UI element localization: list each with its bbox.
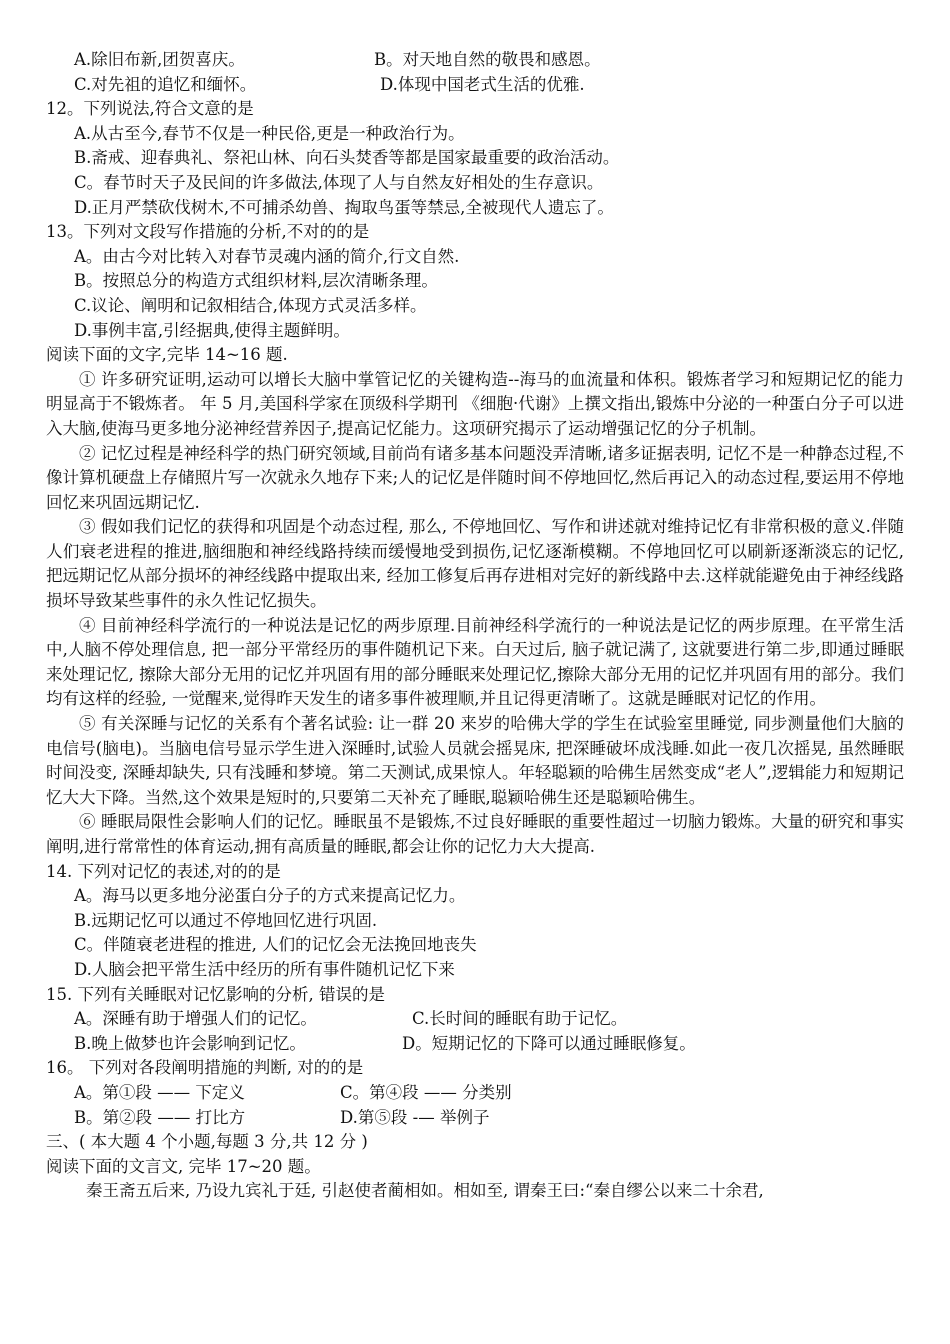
q16-options-row-2 xyxy=(46,1106,904,1131)
q14-option-b: B.远期记忆可以通过不停地回忆进行巩固. xyxy=(74,910,378,930)
q11-options-row-1 xyxy=(46,48,904,73)
q16-option-a: A。第①段 —— 下定义 xyxy=(74,1082,245,1102)
q12-option-c: C。春节时天子及民间的许多做法,体现了人与自然友好相处的生存意识。 xyxy=(74,172,604,192)
q14-option-d: D.人脑会把平常生活中经历的所有事件随机记忆下来 xyxy=(74,959,455,979)
q14-option-c: C。伴随衰老进程的推进, 人们的记忆会无法挽回地丧失 xyxy=(74,935,477,955)
paragraph-4: ④ 目前神经科学流行的一种说法是记忆的两步原理.目前神经科学流行的一种说法是记忆的两步原理。在平常生活中,人脑不停处理信息, 把一部分平常经历的事件随机记下来。白天过后, 脑子就记满了, 这就要进行第二步,即通过睡眠来处理记忆, 擦除大部分无用的记忆并巩固有用的部分睡眠来处理记忆,擦除大部分无用的记忆并巩固有用的部分。我们均有这样的经验, 一觉醒来,觉得昨天发生的诸多事件被理顺,并且记得更清晰了。这就是睡眠对记忆的作用。 xyxy=(46,615,904,709)
q11-option-d: D.体现中国老式生活的优雅. xyxy=(380,74,585,94)
q12-option-d: D.正月严禁砍伐树木,不可捕杀幼兽、掏取鸟蛋等禁忌,全被现代人遗忘了。 xyxy=(74,197,614,217)
q15-options-row-1 xyxy=(46,1007,904,1032)
q15-option-a: A。深睡有助于增强人们的记忆。 xyxy=(74,1009,317,1029)
q16-options-row-1 xyxy=(46,1081,904,1106)
q15-stem: 15. 下列有关睡眠对记忆影响的分析, 错误的是 xyxy=(46,984,385,1004)
q16-option-b: B。第②段 —— 打比方 xyxy=(74,1107,246,1127)
q15-options-row-2 xyxy=(46,1032,904,1057)
q11-option-b: B。对天地自然的敬畏和感恩。 xyxy=(374,50,601,69)
q12-stem: 12。下列说法,符合文意的是 xyxy=(46,99,254,119)
q16-option-d: D.第⑤段 -— 举例子 xyxy=(340,1107,490,1127)
q15-option-c: C.长时间的睡眠有助于记忆。 xyxy=(412,1009,628,1029)
q14-option-a: A。海马以更多地分泌蛋白分子的方式来提高记忆力。 xyxy=(74,886,466,906)
q15-option-d: D。短期记忆的下降可以通过睡眠修复。 xyxy=(402,1033,696,1053)
section-3-heading: 三、( 本大题 4 个小题,每题 3 分,共 12 分 ) xyxy=(46,1132,368,1152)
q13-option-d: D.事例丰富,引经据典,使得主题鲜明。 xyxy=(74,320,350,340)
q13-stem: 13。下列对文段写作措施的分析,不对的的是 xyxy=(46,222,370,242)
q13-option-b: B。按照总分的构造方式组织材料,层次清晰条理。 xyxy=(74,271,438,291)
q16-stem: 16。 下列对各段阐明措施的判断, 对的的是 xyxy=(46,1058,364,1078)
q12-option-b: B.斋戒、迎春典礼、祭祀山林、向石头焚香等都是国家最重要的政治活动。 xyxy=(74,148,620,168)
paragraph-5: ⑤ 有关深睡与记忆的关系有个著名试验: 让一群 20 来岁的哈佛大学的学生在试验室里睡觉, 同步测量他们大脑的电信号(脑电)。当脑电信号显示学生进入深睡时,试验人员就会摇晃床, 把深睡破坏成浅睡.如此一夜几次摇晃, 虽然睡眠时间没变, 深睡却缺失, 只有浅睡和梦境。第二天测试,成果惊人。年轻聪颖的哈佛生居然变成“老人”,逻辑能力和短期记忆大大下降。当然,这个效果是短时的,只要第二天补充了睡眠,聪颖哈佛生还是聪颖哈佛生。 xyxy=(46,714,904,807)
paragraph-1: ① 许多研究证明,运动可以增长大脑中掌管记忆的关键构造--海马的血流量和体积。锻炼者学习和短期记忆的能力明显高于不锻炼者。 年 5 月,美国科学家在顶级科学期刊 《细胞·代谢》上撰文指出,锻炼中分泌的一种蛋白分子可以进入大脑,使海马更多地分泌神经营养因子,提高记忆能力。这项研究揭示了运动增强记忆的分子机制。 xyxy=(46,369,904,438)
paragraph-2: ② 记忆过程是神经科学的热门研究领域,目前尚有诸多基本问题没弄清晰,诸多证据表明, 记忆不是一种静态过程,不像计算机硬盘上存储照片写一次就永久地存下来;人的记忆是伴随时间不停地回忆,然后再记入的动态过程,要运用不停地回忆来巩固远期记忆. xyxy=(46,443,904,512)
q16-option-c: C。第④段 —— 分类别 xyxy=(340,1082,512,1102)
q14-stem: 14. 下列对记忆的表述,对的的是 xyxy=(46,861,281,881)
q12-option-a: A.从古至今,春节不仅是一种民俗,更是一种政治行为。 xyxy=(74,123,465,143)
classical-intro: 阅读下面的文言文, 完毕 17~20 题。 xyxy=(46,1156,321,1176)
q13-option-a: A。由古今对比转入对春节灵魂内涵的简介,行文自然. xyxy=(74,246,460,266)
reading-intro: 阅读下面的文字,完毕 14~16 题. xyxy=(46,345,288,365)
paragraph-6: ⑥ 睡眠局限性会影响人们的记忆。睡眠虽不是锻炼,不过良好睡眠的重要性超过一切脑力锻炼。大量的研究和事实阐明,进行常常性的体育运动,拥有高质量的睡眠,都会让你的记忆力大大提高. xyxy=(46,812,904,856)
q11-option-a: A.除旧布新,团贺喜庆。 xyxy=(74,50,245,69)
paragraph-3: ③ 假如我们记忆的获得和巩固是个动态过程, 那么, 不停地回忆、写作和讲述就对维持记忆有非常积极的意义.伴随人们衰老进程的推进,脑细胞和神经线路持续而缓慢地受到损伤,记忆逐渐模糊。不停地回忆可以刷新逐渐淡忘的记忆, 把远期记忆从部分损坏的神经线路中提取出来, 经加工修复后再存进相对完好的新线路中去.这样就能避免由于神经线路损坏导致某些事件的永久性记忆损失。 xyxy=(46,517,904,611)
q11-options-row-2 xyxy=(46,73,904,98)
q13-option-c: C.议论、阐明和记叙相结合,体现方式灵活多样。 xyxy=(74,295,427,315)
q11-option-c: C.对先祖的追忆和缅怀。 xyxy=(74,74,257,94)
q15-option-b: B.晚上做梦也许会影响到记忆。 xyxy=(74,1033,306,1053)
classical-text: 秦王斋五后来, 乃设九宾礼于廷, 引赵使者蔺相如。相如至, 谓秦王曰:“秦自缪公以来二十余君, xyxy=(86,1181,764,1201)
